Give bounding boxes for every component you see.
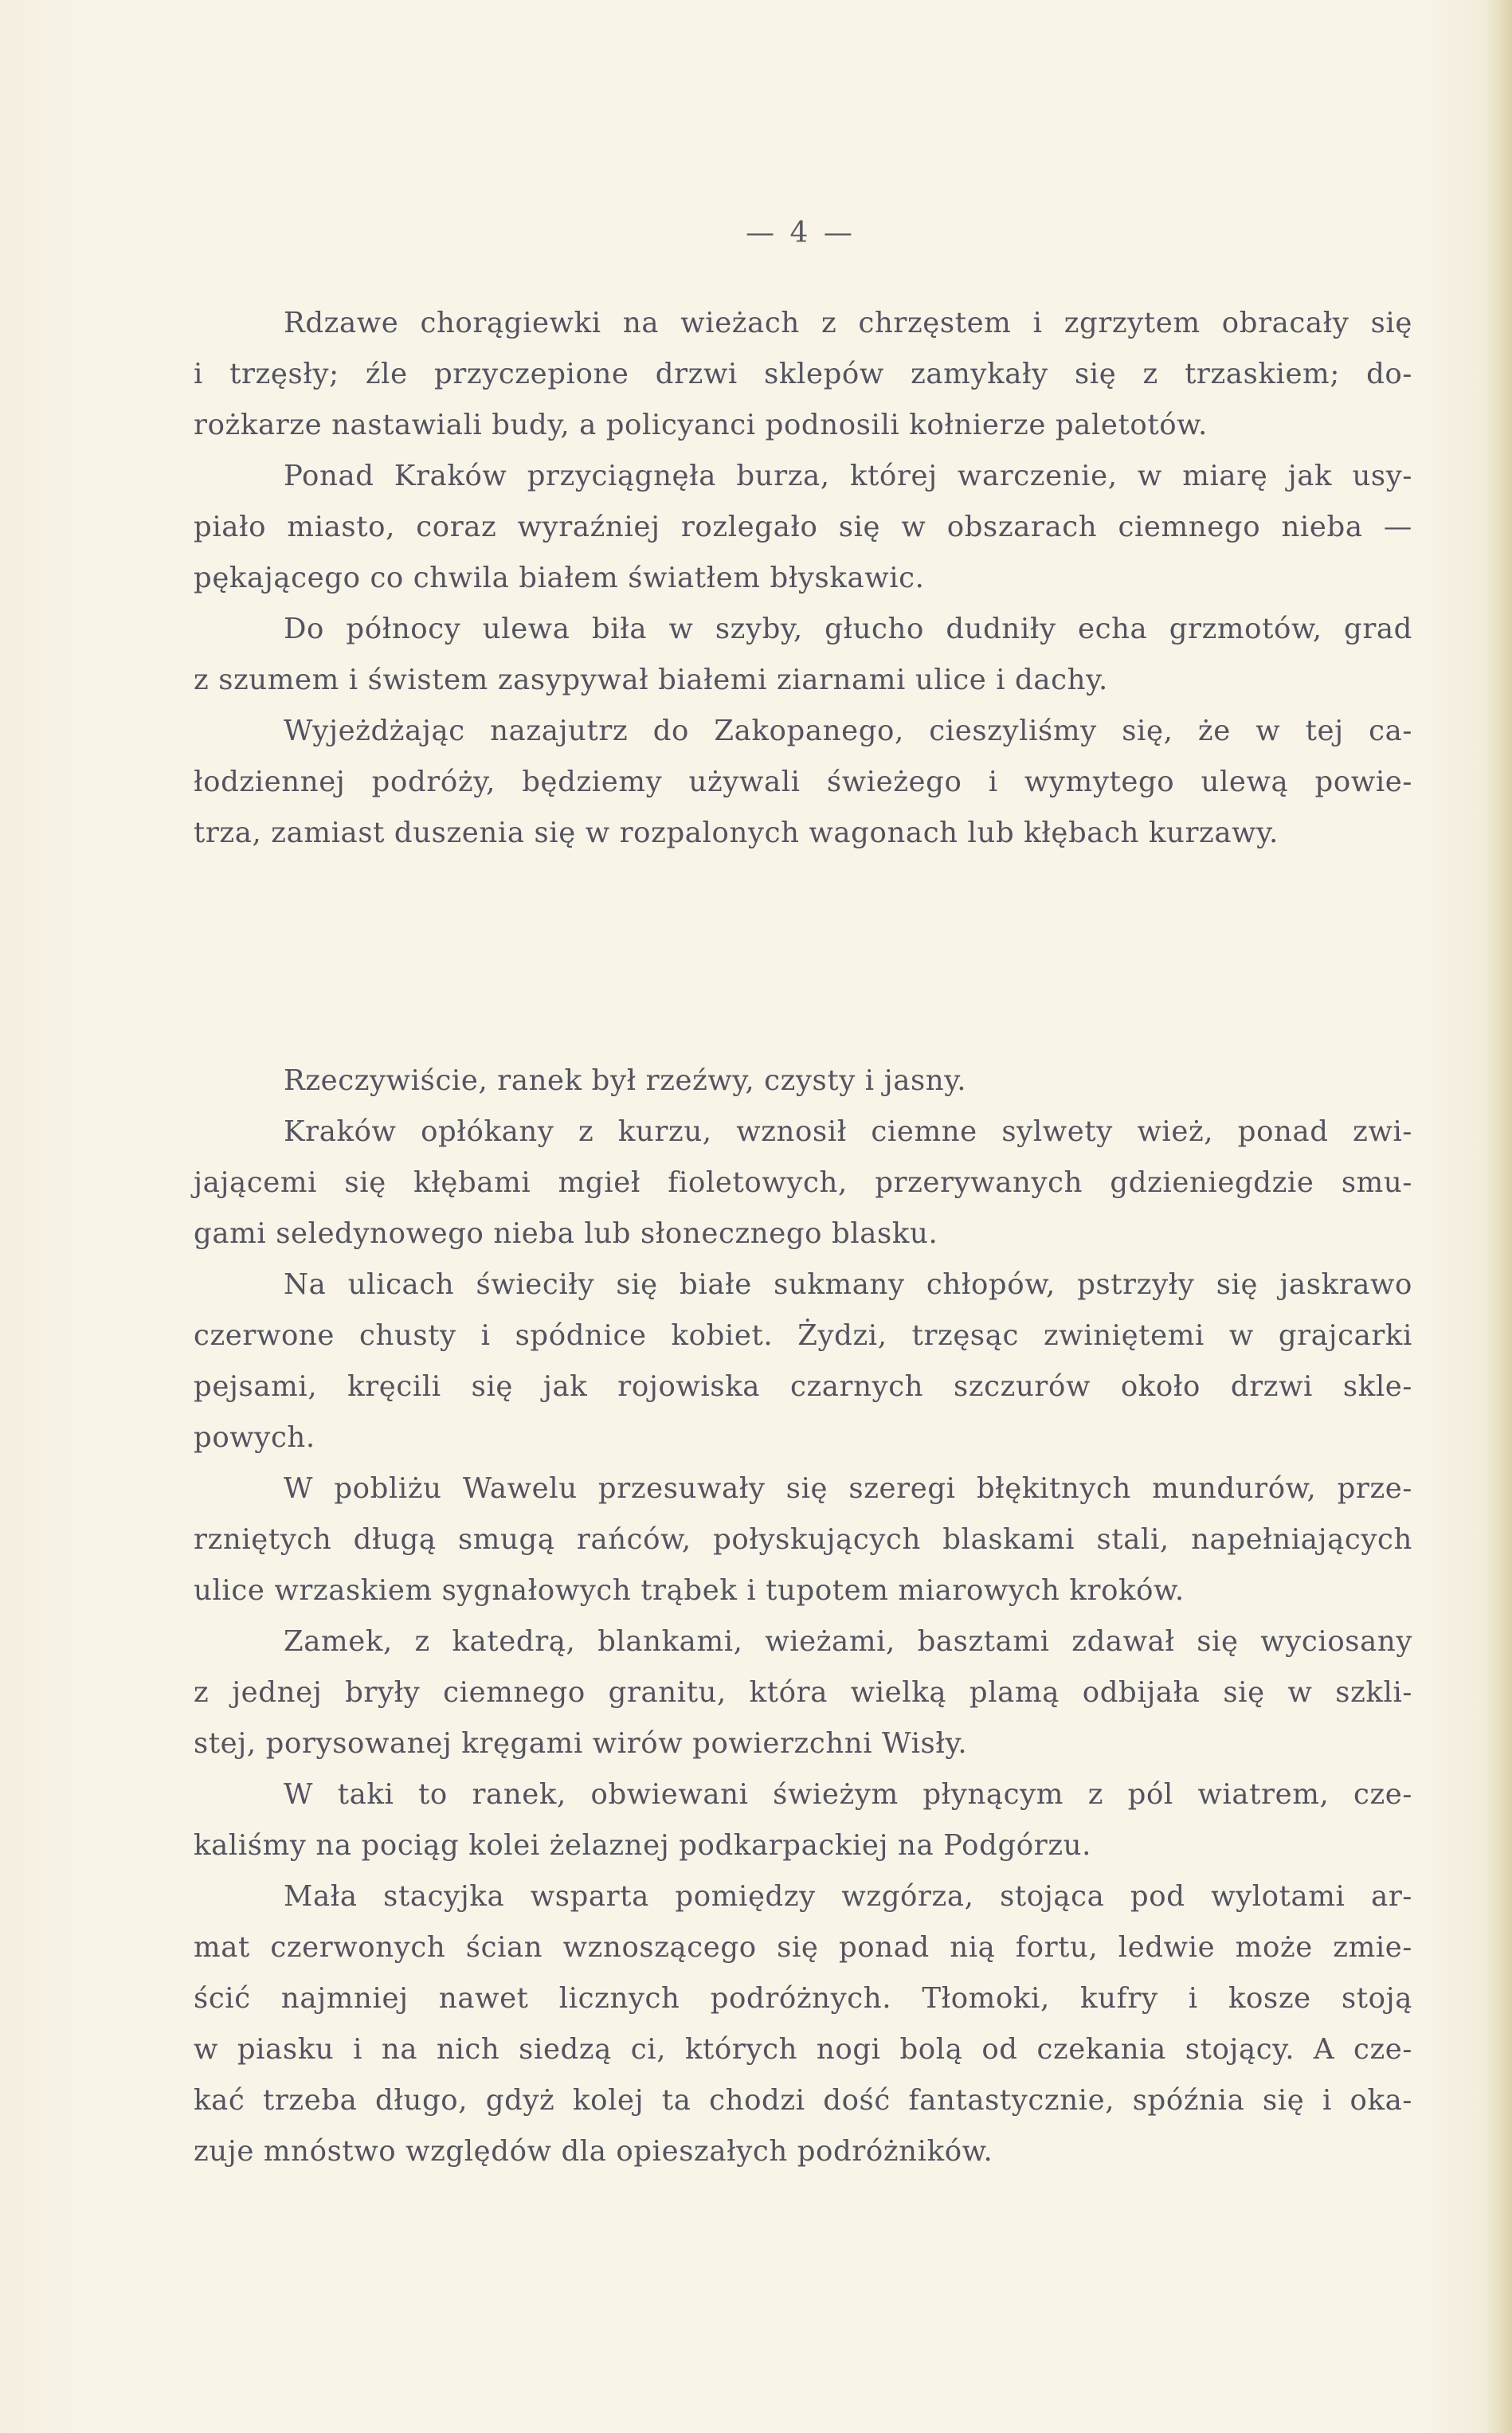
text-line: trza, zamiast duszenia się w rozpalonych wagonach lub kłębach kurzawy. (194, 817, 1279, 849)
text-line: Ponad Kraków przyciągnęła burza, której warczenie, w miarę jak usy- (284, 460, 1412, 492)
text-line: pejsami, kręcili się jak rojowiska czarnych szczurów około drzwi skle- (194, 1370, 1412, 1403)
text-line: Wyjeżdżając nazajutrz do Zakopanego, cieszyliśmy się, że w tej ca- (284, 715, 1412, 747)
text-line: Na ulicach świeciły się białe sukmany chłopów, pstrzyły się jaskrawo (284, 1268, 1412, 1301)
text-line: z szumem i świstem zasypywał białemi ziarnami ulice i dachy. (194, 664, 1108, 696)
paragraph-block-storm (194, 298, 1412, 859)
text-line: Zamek, z katedrą, blankami, wieżami, basztami zdawał się wyciosany (284, 1625, 1412, 1658)
text-line: i trzęsły; źle przyczepione drzwi sklepów zamykały się z trzaskiem; do- (194, 358, 1412, 390)
text-line: zuje mnóstwo względów dla opieszałych podróżników. (194, 2135, 993, 2168)
text-line: Kraków opłókany z kurzu, wznosił ciemne sylwety wież, ponad zwi- (284, 1115, 1412, 1148)
page-number: — 4 — (746, 217, 856, 249)
text-line: rzniętych długą smugą rańców, połyskujących blaskami stali, napełniających (194, 1523, 1412, 1556)
page-edge-shadow (1485, 0, 1512, 2433)
text-line: jającemi się kłębami mgieł fioletowych, przerywanych gdzieniegdzie smu- (194, 1166, 1412, 1199)
text-line: ścić najmniej nawet licznych podróżnych. Tłomoki, kufry i kosze stoją (194, 1982, 1412, 2015)
text-line: W taki to ranek, obwiewani świeżym płynącym z pól wiatrem, cze- (284, 1778, 1412, 1811)
text-line: powych. (194, 1421, 315, 1454)
text-line: mat czerwonych ścian wznoszącego się ponad nią fortu, ledwie może zmie- (194, 1931, 1412, 1964)
text-line: ulice wrzaskiem sygnałowych trąbek i tupotem miarowych kroków. (194, 1574, 1185, 1607)
text-line: z jednej bryły ciemnego granitu, która wielką plamą odbijała się w szkli- (194, 1676, 1412, 1709)
text-line: stej, porysowanej kręgami wirów powierzchni Wisły. (194, 1727, 968, 1760)
text-line: łodziennej podróży, będziemy używali świeżego i wymytego ulewą powie- (194, 766, 1412, 798)
text-line: kaliśmy na pociąg kolei żelaznej podkarpackiej na Podgórzu. (194, 1829, 1091, 1862)
paragraph-block-morning (194, 1056, 1412, 2177)
text-line: Mała stacyjka wsparta pomiędzy wzgórza, stojąca pod wylotami ar- (284, 1880, 1412, 1913)
text-line: w piasku i na nich siedzą ci, których nogi bolą od czekania stojący. A cze- (194, 2033, 1412, 2066)
text-line: rożkarze nastawiali budy, a policyanci podnosili kołnierze paletotów. (194, 409, 1208, 441)
text-line: Do północy ulewa biła w szyby, głucho dudniły echa grzmotów, grad (284, 613, 1412, 645)
text-line: kać trzeba długo, gdyż kolej ta chodzi dość fantastycznie, spóźnia się i oka- (194, 2084, 1412, 2117)
text-line: czerwone chusty i spódnice kobiet. Żydzi, trzęsąc zwiniętemi w grajcarki (194, 1319, 1412, 1352)
text-line: W pobliżu Wawelu przesuwały się szeregi błękitnych mundurów, prze- (284, 1472, 1412, 1505)
text-line: Rzeczywiście, ranek był rzeźwy, czysty i jasny. (284, 1064, 967, 1097)
text-line: gami seledynowego nieba lub słonecznego blasku. (194, 1217, 938, 1250)
text-line: pękającego co chwila białem światłem błyskawic. (194, 562, 925, 594)
text-line: Rdzawe chorągiewki na wieżach z chrzęstem i zgrzytem obracały się (284, 307, 1412, 339)
text-line: piało miasto, coraz wyraźniej rozlegało się w obszarach ciemnego nieba — (194, 511, 1412, 543)
